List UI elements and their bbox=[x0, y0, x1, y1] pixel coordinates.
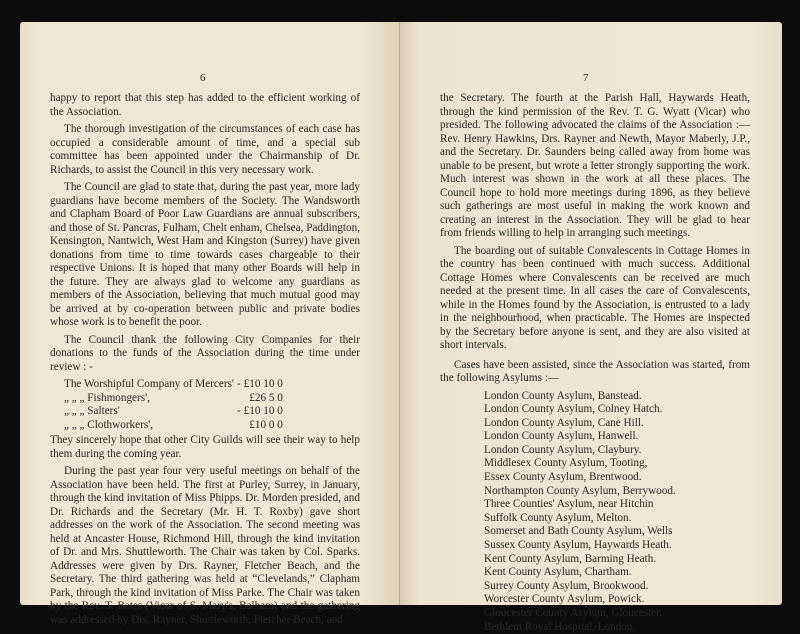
right-paragraph-1: the Secretary. The fourth at the Parish Hall, Haywards Heath, through the kind permission of the Rev. T. G. Wyatt (Vicar) who presided. The following advocated the claims of the Association :—Rev. Henry Hawkins, Drs. Rayner and Newth, Mayor Maberly, J.P., and the Secretary. Dr. Saunders being called away from home was unable to be present, but wrote a letter strongly supporting the work. Much interest was shown in the work at all these places. The Council hope to hold more meetings during 1896, as they believe such gatherings are most useful in making the work known and creating an interest in the Association. They will be glad to hear from friends willing to help in arranging such meetings. bbox=[440, 92, 750, 241]
list-item: Worcester County Asylum, Powick. bbox=[484, 593, 750, 607]
right-paragraph-2: The boarding out of suitable Convalescents in Cottage Homes in the country has been continued with much success. Additional Cottage Homes where Convalescents can be received are much needed at the present time. In all cases the care of Convalescents, while in the Homes found by the Association, is entrusted to a lady in the neighbourhood, when practicable. The Homes are inspected by the Secretary before anyone is sent, and they are also visited at short intervals. bbox=[440, 245, 750, 353]
left-paragraph-4: The Council thank the following City Companies for their donations to the funds of the Association during the time under review : - bbox=[50, 334, 360, 375]
left-paragraph-2: The thorough investigation of the circumstances of each case has occupied a considerable amount of time, and a special sub committee has been appointed under the Chairmanship of Dr. Richards, to assist the Council in this very necessary work. bbox=[50, 123, 360, 177]
list-item: Essex County Asylum, Brentwood. bbox=[484, 471, 750, 485]
donation-row bbox=[64, 378, 286, 392]
left-paragraph-5: They sincerely hope that other City Guilds will see their way to help them during the coming year. bbox=[50, 434, 360, 461]
left-paragraph-3: The Council are glad to state that, during the past year, more lady guardians have become members of the Society. The Wandsworth and Clapham Board of Poor Law Guardians are annual subscribers, and those of St. Pancras, Fulham, Chelt enham, Chelsea, Paddington, Kensington, Nantwich, West Ham and Kingston (Surrey) have given donations from time to time towards cases chargeable to their respective Unions. It is hoped that many other Boards will help in the future. They are always glad to welcome any guardians as members of the Association, believing that much mutual good may be arrived at by co-operation between public and private bodies whose work is to benefit the poor. bbox=[50, 181, 360, 330]
donation-company: „ „ „ Salters' bbox=[64, 405, 237, 419]
right-page bbox=[400, 22, 782, 605]
list-item: Sussex County Asylum, Haywards Heath. bbox=[484, 539, 750, 553]
asylum-list bbox=[484, 390, 750, 634]
list-item: Kent County Asylum, Chartham. bbox=[484, 566, 750, 580]
donation-dash bbox=[237, 392, 244, 406]
right-paragraph-3: Cases have been assisted, since the Association was started, from the following Asylums :— bbox=[440, 359, 750, 386]
donation-row bbox=[64, 419, 286, 433]
left-page bbox=[20, 22, 400, 605]
list-item: Northampton County Asylum, Berrywood. bbox=[484, 485, 750, 499]
list-item: Surrey County Asylum, Brookwood. bbox=[484, 580, 750, 594]
left-paragraph-1: happy to report that this step has added to the efficient working of the Association. bbox=[50, 92, 360, 119]
page-number-right: 7 bbox=[583, 72, 589, 84]
list-item: Middlesex County Asylum, Tooting, bbox=[484, 457, 750, 471]
list-item: Bethlem Royal Hospital, London. bbox=[484, 621, 750, 634]
donation-amount: £10 10 0 bbox=[244, 405, 286, 419]
donation-amount: £10 10 0 bbox=[244, 378, 286, 392]
donation-company: „ „ „ Fishmongers', bbox=[64, 392, 237, 406]
donation-dash: - bbox=[237, 378, 244, 392]
left-page-body bbox=[50, 92, 360, 631]
page-number-left: 6 bbox=[200, 72, 206, 84]
right-page-body bbox=[440, 92, 750, 634]
left-paragraph-6: During the past year four very useful meetings on behalf of the Association have been held. The first at Purley, Surrey, in January, through the kind invitation of Miss Phipps. Dr. Morden presided, and Dr. Richards and the Secretary (Mr. H. T. Roxby) gave short addresses on the work of the Association. The second meeting was held at Ancaster House, Richmond Hill, through the kind invitation of Dr. and Mrs. Shuttleworth. The Chair was taken by Col. Sparks. Addresses were given by Drs. Rayner, Fletcher Beach, and the Secretary. The third gathering was held at “Clevelands,” Clapham Park, through the kind invitation of Miss Parke. The Chair was taken by the Rev. T. Bates (Vicar of S. Mary's, Balham) and the gathering was addressed by Drs. Rayner, Shuttleworth, Fletcher Beach, and bbox=[50, 465, 360, 627]
list-item: Suffolk County Asylum, Melton. bbox=[484, 512, 750, 526]
list-item: London County Asylum, Cane Hill. bbox=[484, 417, 750, 431]
donation-dash bbox=[237, 419, 244, 433]
donation-row bbox=[64, 405, 286, 419]
list-item: Kent County Asylum, Barming Heath. bbox=[484, 553, 750, 567]
donation-row bbox=[64, 392, 286, 406]
list-item: London County Asylum, Banstead. bbox=[484, 390, 750, 404]
list-item: London County Asylum, Claybury. bbox=[484, 444, 750, 458]
donation-amount: £26 5 0 bbox=[244, 392, 286, 406]
list-item: Gloucester County Asylum, Gloucester. bbox=[484, 607, 750, 621]
donation-company: „ „ „ Clothworkers', bbox=[64, 419, 237, 433]
donation-dash: - bbox=[237, 405, 244, 419]
list-item: London County Asylum, Hanwell. bbox=[484, 430, 750, 444]
list-item: London County Asylum, Colney Hatch. bbox=[484, 403, 750, 417]
list-item: Three Counties' Asylum, near Hitchin bbox=[484, 498, 750, 512]
donation-amount: £10 0 0 bbox=[244, 419, 286, 433]
list-item: Somerset and Bath County Asylum, Wells bbox=[484, 525, 750, 539]
donation-company: The Worshipful Company of Mercers' bbox=[64, 378, 237, 392]
donations-table bbox=[64, 378, 286, 432]
